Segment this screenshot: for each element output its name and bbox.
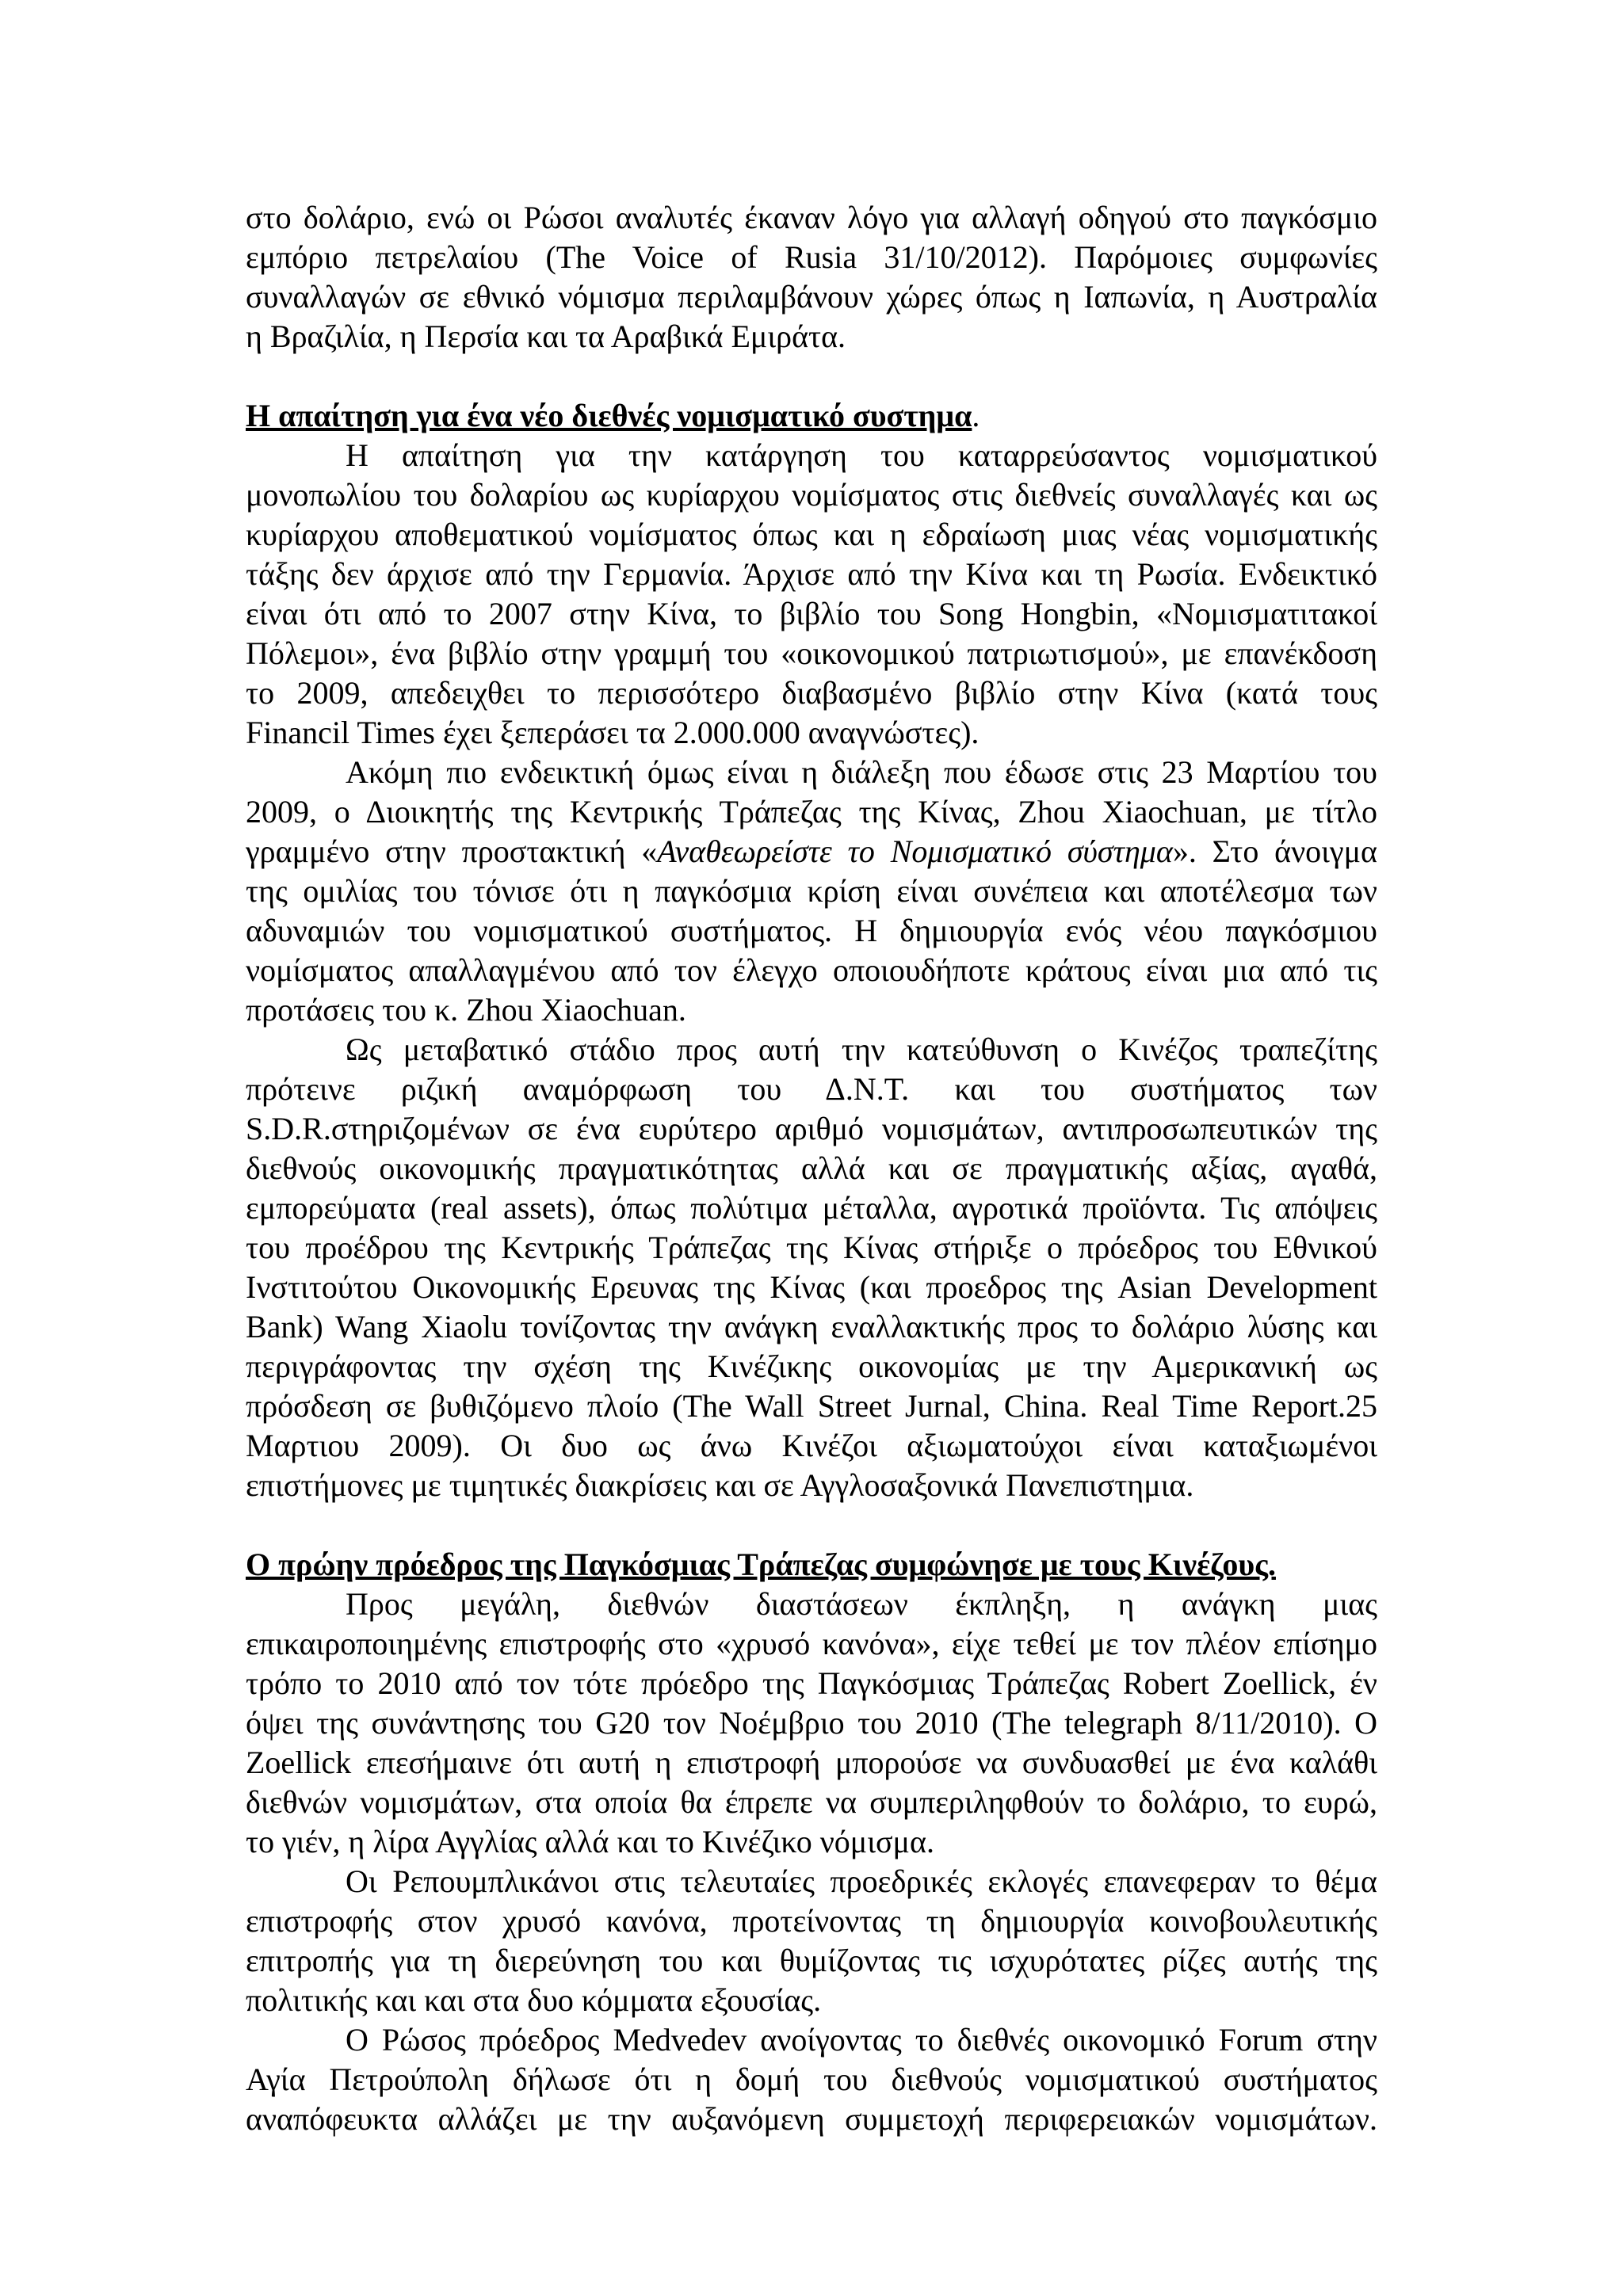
text-line: του προέδρου της Κεντρικής Τράπεζας της Κίνας στήριξε ο πρόεδρος του Εθνικού: [246, 1230, 1377, 1265]
text-line: επιτροπής για τη διερεύνηση του και θυμίζοντας τις ισχυρότατες ρίζες αυτής της: [246, 1943, 1377, 1978]
text-line: το 2009, απεδειχθει το περισσότερο διαβασμένο βιβλίο στην Κίνα (κατά τους: [246, 675, 1377, 711]
text-line: η Βραζιλία, η Περσία και τα Αραβικά Εμιράτα.: [246, 318, 846, 354]
paragraph-1: [246, 198, 1377, 357]
text-line: επιστροφής στον χρυσό κανόνα, προτείνοντας τη δημιουργία κοινοβουλευτικής: [246, 1903, 1377, 1939]
text-line: πρόσδεση σε βυθιζόμενο πλοίο (The Wall Street Jurnal, China. Real Time Report.25: [246, 1388, 1377, 1424]
text-line: συναλλαγών σε εθνικό νόμισμα περιλαμβάνουν χώρες όπως η Ιαπωνία, η Αυστραλία: [246, 279, 1377, 315]
text-line: είναι ότι από το 2007 στην Κίνα, το βιβλίο του Song Hongbin, «Νομισματιτακοί: [246, 596, 1377, 631]
text-line: Ως μεταβατικό στάδιο προς αυτή την κατεύθυνση ο Κινέζος τραπεζίτης: [346, 1032, 1377, 1067]
document-body: [246, 198, 1377, 2139]
paragraph-2: [246, 436, 1377, 753]
text-line: Ο Ρώσος πρόεδρος Medvedev ανοίγοντας το διεθνές οικονομικό Forum στην: [346, 2022, 1377, 2058]
text-segment: γραμμένο στην προστακτική «: [246, 833, 658, 869]
text-line: επικαιροποιημένης επιστροφής στο «χρυσό κανόνα», είχε τεθεί με τον πλέον επίσημο: [246, 1626, 1377, 1661]
text-line: κυρίαρχου αποθεματικού νομίσματος όπως και η εδραίωση μιας νέας νομισματικής: [246, 517, 1377, 552]
text-line: Οι Ρεπουμπλικάνοι στις τελευταίες προεδρικές εκλογές επανεφεραν το θέμα: [346, 1863, 1377, 1899]
text-line: Πόλεμοι», ένα βιβλίο στην γραμμή του «οικονομικού πατριωτισμού», με επανέκδοση: [246, 635, 1377, 671]
text-line: Financil Times έχει ξεπεράσει τα 2.000.000 αναγνώστες).: [246, 715, 980, 750]
text-line: Bank) Wang Xiaolu τονίζοντας την ανάγκη εναλλακτικής προς το δολάριο λύσης και: [246, 1309, 1377, 1344]
text-line: μονοπωλίου του δολαρίου ως κυρίαρχου νομίσματος στις διεθνείς συναλλαγές και ως: [246, 477, 1377, 513]
text-line: περιγράφοντας την σχέση της Κινέζικης οικονομίας με την Αμερικανική ως: [246, 1348, 1377, 1384]
text-line: εμπορεύματα (real assets), όπως πολύτιμα μέταλλα, αγροτικά προϊόντα. Τις απόψεις: [246, 1190, 1377, 1226]
text-line: Zoellick επεσήμαινε ότι αυτή η επιστροφή μπορούσε να συνδυασθεί με ένα καλάθι: [246, 1745, 1377, 1780]
speech-title: Αναθεωρείστε το Νομισματικό σύστημα: [657, 833, 1173, 869]
paragraph-6: [246, 1862, 1377, 2020]
text-line-with-title: [246, 832, 1377, 871]
text-line: Αγία Πετρούπολη δήλωσε ότι η δομή του διεθνούς νομισματικού συστήματος: [246, 2061, 1377, 2097]
text-line: διεθνούς οικονομικής πραγματικότητας αλλά και σε πραγματικής αξίας, αγαθά,: [246, 1150, 1377, 1186]
text-line: Μαρτιου 2009). Οι δυο ως άνω Κινέζοι αξιωματούχοι είναι καταξιωμένοι: [246, 1428, 1377, 1463]
text-line: επιστήμονες με τιμητικές διακρίσεις και σε Αγγλοσαξονικά Πανεπιστημια.: [246, 1467, 1194, 1503]
text-line: πρότεινε ριζική αναμόρφωση του Δ.Ν.Τ. και του συστήματος των: [246, 1071, 1377, 1107]
text-line: Προς μεγάλη, διεθνών διαστάσεων έκπληξη, η ανάγκη μιας: [346, 1586, 1377, 1622]
text-segment: ». Στο άνοιγμα: [1172, 833, 1378, 869]
text-line: όψει της συνάντησης του G20 τον Νοέμβριο του 2010 (The telegraph 8/11/2010). Ο: [246, 1705, 1377, 1741]
text-line: εμπόριο πετρελαίου (The Voice of Rusia 31/10/2012). Παρόμοιες συμφωνίες: [246, 239, 1377, 275]
section-heading-2: Ο πρώην πρόεδρος της Παγκόσμιας Τράπεζας συμφώνησε με τους Κινέζους.: [246, 1547, 1276, 1582]
section-heading-1-text: Η απαίτηση για ένα νέο διεθνές νομισματικό συστημα: [246, 398, 972, 433]
paragraph-4: [246, 1030, 1377, 1505]
paragraph-3: [246, 753, 1377, 1030]
text-line: 2009, ο Διοικητής της Κεντρικής Τράπεζας της Κίνας, Zhou Xiaochuan, με τίτλο: [246, 794, 1377, 830]
text-line: νομίσματος απαλλαγμένου από τον έλεγχο οποιουδήποτε κράτους είναι μια από τις: [246, 952, 1377, 988]
text-line: Ακόμη πιο ενδεικτική όμως είναι η διάλεξη που έδωσε στις 23 Μαρτίου του: [346, 754, 1377, 790]
text-line: Ινστιτούτου Οικονομικής Ερευνας της Κίνας (και προεδρος της Asian Development: [246, 1269, 1377, 1305]
paragraph-gap: [246, 357, 1377, 396]
text-line: αδυναμιών του νομισματικού συστήματος. Η δημιουργία ενός νέου παγκόσμιου: [246, 913, 1377, 948]
paragraph-7: [246, 2020, 1377, 2139]
text-line: αναπόφευκτα αλλάζει με την αυξανόμενη συμμετοχή περιφερειακών νομισμάτων.: [246, 2101, 1377, 2137]
text-line: στο δολάριο, ενώ οι Ρώσοι αναλυτές έκαναν λόγο για αλλαγή οδηγού στο παγκόσμιο: [246, 200, 1377, 235]
text-line: προτάσεις του κ. Zhou Xiaochuan.: [246, 992, 686, 1028]
text-line: διεθνών νομισμάτων, στα οποία θα έπρεπε να συμπεριληφθούν το δολάριο, το ευρώ,: [246, 1784, 1377, 1820]
section-heading-1: [246, 396, 1377, 436]
text-line: τάξης δεν άρχισε από την Γερμανία. Άρχισε από την Κίνα και τη Ρωσία. Ενδεικτικό: [246, 556, 1377, 592]
text-line: S.D.R.στηριζομένων σε ένα ευρύτερο αριθμό νομισμάτων, αντιπροσωπευτικών της: [246, 1111, 1377, 1146]
text-line: Η απαίτηση για την κατάργηση του καταρρεύσαντος νομισματικού: [346, 437, 1377, 473]
text-line: πολιτικής και και στα δυο κόμματα εξουσίας.: [246, 1982, 822, 2018]
paragraph-gap: [246, 1505, 1377, 1545]
paragraph-5: [246, 1585, 1377, 1862]
section-heading-1-period: .: [972, 398, 980, 433]
text-line: της ομιλίας του τόνισε ότι η παγκόσμια κρίση είναι συνέπεια και αποτέλεσμα των: [246, 873, 1377, 909]
text-line: τρόπο το 2010 από τον τότε πρόεδρο της Παγκόσμιας Τράπεζας Robert Zoellick, έν: [246, 1665, 1377, 1701]
text-line: το γιέν, η λίρα Αγγλίας αλλά και το Κινέζικο νόμισμα.: [246, 1824, 934, 1859]
